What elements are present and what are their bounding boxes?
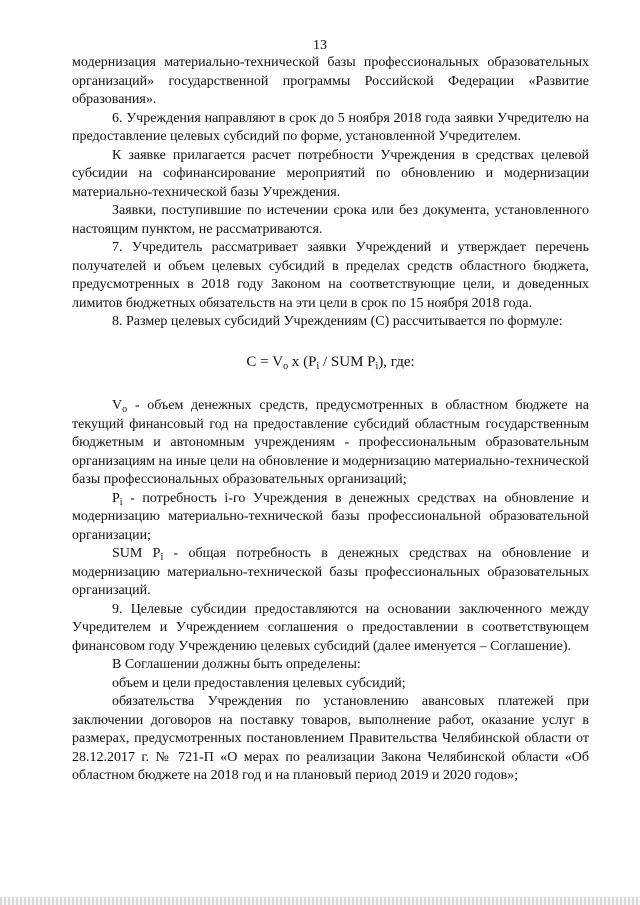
definition-vo xyxy=(72,397,589,490)
paragraph-agreement-volume: объем и цели предоставления целевых субсидий; xyxy=(112,675,406,691)
definition-pi xyxy=(72,490,589,546)
definition-sum xyxy=(72,545,589,601)
paragraph-late-applications: Заявки, поступившие по истечении срока или без документа, установленного настоящим пунктом, не рассматриваются. xyxy=(72,203,589,237)
paragraph-continuation: модернизация материально-технической базы профессиональных образовательных организаций» государственной программы Российской Федерации «Развитие образования». xyxy=(72,55,589,107)
definition-sum-text: - общая потребность в денежных средствах на обновление и модернизацию материально-технической базы профессиональных образовательных организаций. xyxy=(72,546,589,598)
document-body xyxy=(72,54,589,786)
formula-sum: / SUM P xyxy=(319,353,376,370)
page-number: 13 xyxy=(313,38,327,53)
definition-pi-text: - потребность i-го Учреждения в денежных средствах на обновление и модернизацию материально-технической базы профессиональной образовательной организации; xyxy=(72,490,589,543)
formula xyxy=(72,353,589,372)
paragraph-agreement-intro: В Соглашении должны быть определены: xyxy=(112,657,361,672)
paragraph-agreement-obligations: обязательства Учреждения по установлению авансовых платежей при заключении договоров на поставку товаров, выполнение работ, оказание услуг в размерах, предусмотренных постановлением Правительства Челябинской области от 28.12.2017 г. № 721-П «О мерах по реализации Закона Челябинской области «Об областном бюджете на 2018 год и на плановый период 2019 и 2020 годов»; xyxy=(72,694,589,783)
paragraph-item-9: 9. Целевые субсидии предоставляются на основании заключенного между Учредителем и Учреждением соглашения о предоставлении в соответствующем финансовом году Учреждению целевых субсидий (далее именуется – Соглашение). xyxy=(72,601,589,654)
formula-mid: x (P xyxy=(288,353,317,370)
paragraph-application-calc: К заявке прилагается расчет потребности Учреждения в средствах целевой субсидии на софинансирование мероприятий по обновлению и модернизации материально-технической базы Учреждения. xyxy=(72,147,589,200)
paragraph-item-7: 7. Учредитель рассматривает заявки Учреждений и утверждает перечень получателей и объем целевых субсидий в пределах средств областного бюджета, предусмотренных в 2018 году Законом на соответствующие цели, и доведенных лимитов бюджетных обязательств на эти цели в срок по 15 ноября 2018 года. xyxy=(72,240,589,311)
formula-sum-sub: i xyxy=(375,360,379,372)
definition-vo-symbol: $V_o$ xyxy=(112,398,128,415)
definition-vo-text: - объем денежных средств, предусмотренных в областном бюджете на текущий финансовый год на предоставление субсидий областным государственным бюджетным и автономным учреждениям - профессиональным образовательным организациям на иные цели на обновление и модернизацию материально-технической базы профессиональных образовательных организаций; xyxy=(72,398,589,487)
formula-tail: ), где: xyxy=(378,353,415,370)
definition-pi-symbol: $P_i$ xyxy=(112,490,123,508)
definition-sum-symbol: SUM $P_i$ xyxy=(112,546,164,563)
scan-bottom-edge xyxy=(0,897,640,905)
formula-lhs: С = V xyxy=(246,353,284,370)
paragraph-item-8: 8. Размер целевых субсидий Учреждениям (С) рассчитывается по формуле: xyxy=(112,314,563,329)
paragraph-item-6: 6. Учреждения направляют в срок до 5 ноября 2018 года заявки Учредителю на предоставление целевых субсидий по форме, установленной Учредителем. xyxy=(72,110,589,144)
formula-pi-sub: i xyxy=(316,360,320,372)
formula-v-sub: o xyxy=(283,360,289,372)
